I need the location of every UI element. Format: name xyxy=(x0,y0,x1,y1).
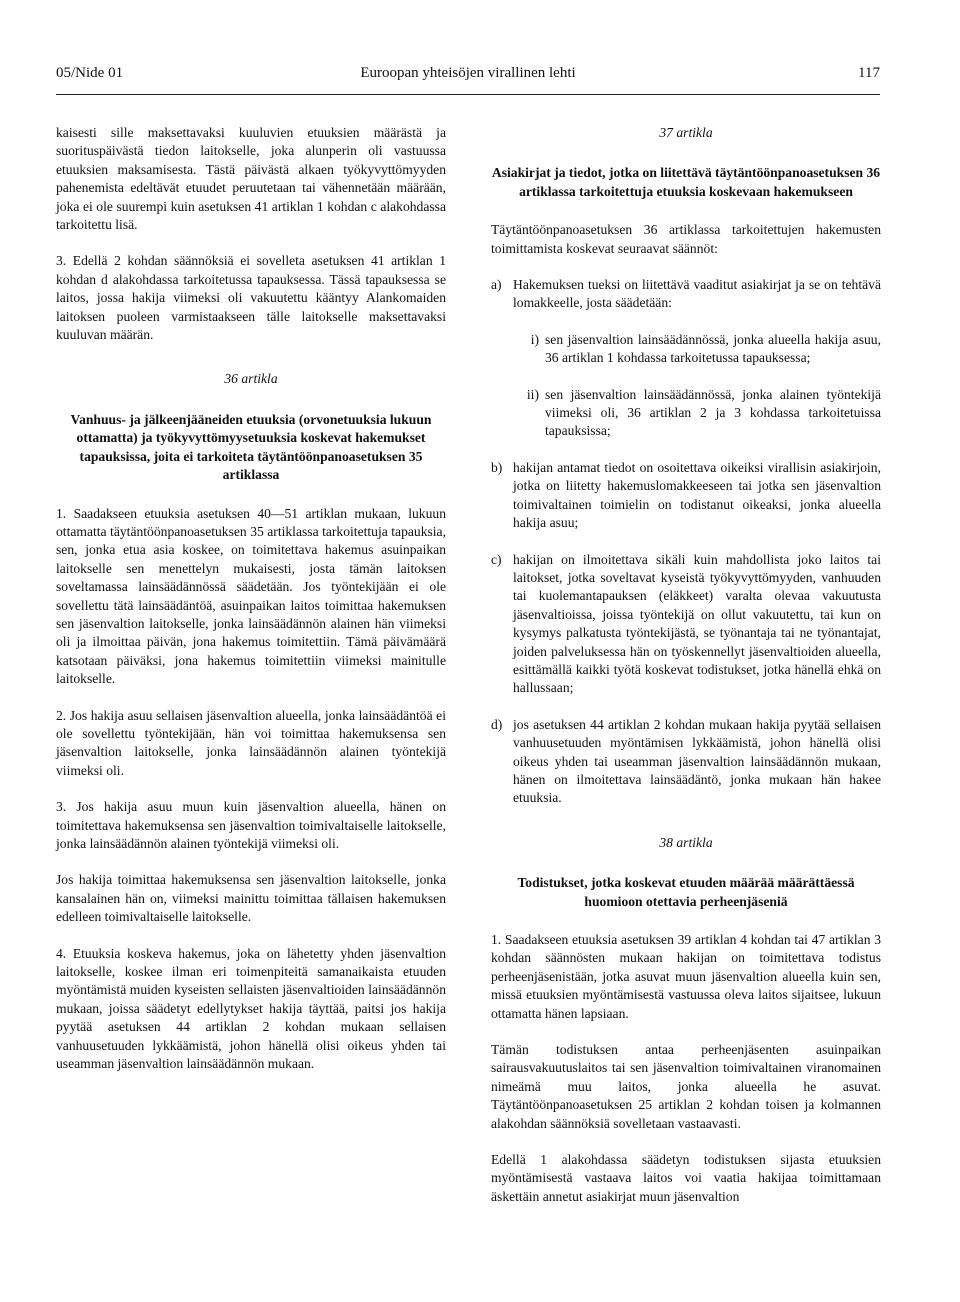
list-marker: ii) xyxy=(526,386,539,402)
article-number: 36 artikla xyxy=(224,371,278,387)
list-item xyxy=(491,276,881,313)
journal-title: Euroopan yhteisöjen virallinen lehti xyxy=(360,65,576,81)
header-rule xyxy=(56,94,880,95)
paragraph: 1. Saadakseen etuuksia asetuksen 39 artiklan 4 kohdan tai 47 artiklan 3 kohdan säännösten mukaan hakijan on toimitettava todistus perheenjäsenistään, jotka asuvat muun jäsenvaltion alueella kuin sen, missä etuuksien myöntämisestä vastuussa oleva laitos sijaitsee, lukuun ottamatta hänen lapsiaan. xyxy=(491,932,881,1021)
sub-list-item xyxy=(513,331,881,368)
paragraph: 3. Jos hakija asuu muun kuin jäsenvaltion alueella, hänen on toimitettava hakemuksensa sen jäsenvaltion toimivaltaiselle laitokselle, jonka lainsäädännön alainen työntekijä viimeksi oli. xyxy=(56,799,446,851)
paragraph: 3. Edellä 2 kohdan säännöksiä ei sovelleta asetuksen 41 artiklan 1 kohdan d alakohdassa tarkoitetussa tapauksessa. Tässä tapauksessa se laitos, jossa hakija viimeksi oli vakuutettu kääntyy Alankomaiden laitoksen puoleen varmistaakseen tälle laitokselle maksettavaksi kuuluvan määrän. xyxy=(56,253,446,343)
article-heading: Vanhuus- ja jälkeenjääneiden etuuksia (orvonetuuksia lukuun ottamatta) ja työkyvyttömyysetuuksia koskevat hakemukset tapauksissa, joita ei tarkoiteta täytäntöönpanoasetuksen 35 artiklassa xyxy=(70,411,432,483)
list-item xyxy=(491,716,881,808)
paragraph: Täytäntöönpanoasetuksen 36 artiklassa tarkoitettujen hakemusten toimittamista koskevat seuraavat säännöt: xyxy=(491,222,881,256)
paragraph: 4. Etuuksia koskeva hakemus, joka on lähetetty yhden jäsenvaltion laitokselle, koskee ilman eri toimenpiteitä samanaikaista etuuden myöntämistä muiden kyseisten sellaisten jäsenvaltioiden lainsäädännön mukaan, joissa säädetyt edellytykset hakija täyttää, paitsi jos hakija pyytää asetuksen 44 artiklan 2 kohdan mukaan sellaisen vanhuusetuuden lykkäämistä, johon hänellä olisi oikeus yhden tai useamman jäsenvaltion lainsäädännön mukaan. xyxy=(56,945,446,1072)
list-marker: b) xyxy=(491,459,503,475)
list-marker: c) xyxy=(491,551,502,567)
list-item xyxy=(491,551,881,698)
paragraph: Tämän todistuksen antaa perheenjäsenten asuinpaikan sairausvakuutuslaitos tai sen jäsenvaltion toimivaltainen viranomainen nimeämä muu laitos, jonka alueella he asuvat. Täytäntöönpanoasetuksen 25 artiklan 2 kohdan toisen ja kolmannen alakohdan säännöksiä sovelletaan vastaavasti. xyxy=(491,1042,881,1131)
paragraph: Edellä 1 alakohdassa säädetyn todistuksen sijasta etuuksien myöntämisestä vastaava laitos voi vaatia hakijaa toimittamaan äskettäin annetut asiakirjat muun jäsenvaltion xyxy=(491,1152,881,1204)
list-item-text: hakijan antamat tiedot on osoitettava oikeiksi virallisin asiakirjoin, jotka on liitetty hakemuslomakkeeseen tai jotka sen jäsenvaltion toimivaltainen toimielin on todistanut oikeaksi, jonka alueella hakija asuu; xyxy=(513,459,881,531)
list-item-text: sen jäsenvaltion lainsäädännössä, jonka alueella hakija asuu, 36 artiklan 1 kohdassa tarkoitetussa tapauksessa; xyxy=(545,331,881,366)
paragraph: kaisesti sille maksettavaksi kuuluvien etuuksien määrästä ja suorituspäivästä tiedon laitokselle, joka alunperin oli vastuussa etuuksien maksamisesta. Tästä päivästä alkaen työkyvyttömyyden pahenemista edeltävät etuudet peruutetaan tai vähennetään määrään, joka ei ole suurempi kuin asetuksen 41 artiklan 1 kohdan c alakohdassa tarkoitettu lisä. xyxy=(56,125,446,233)
list-item-text: hakijan on ilmoitettava sikäli kuin mahdollista joko laitos tai laitokset, jotka soveltavat kyseistä työkyvyttömyyden, vanhuuden tai kuolemantapauksen (eläkkeet) varalta olevaa vakuutusta jäsenvaltioissa, joissa työntekijä on ollut vakuutettu, tai kun on kysymys palkatusta työntekijästä, se työnantaja tai ne työnantajat, joiden palveluksessa hän on työskennellyt jäsenvaltioiden alueella, esittämällä kaikki työtä koskevat todistukset, jotka hänellä ehkä on hallussaan; xyxy=(513,551,881,696)
list-marker: a) xyxy=(491,277,502,293)
volume-number: 05/Nide 01 xyxy=(56,65,124,81)
right-column xyxy=(491,124,881,1224)
list-item xyxy=(491,459,881,533)
paragraph: Jos hakija toimittaa hakemuksensa sen jäsenvaltion laitokselle, jonka kansalainen hän on, viimeksi mainittu toimittaa tällaisen hakemuksen edelleen toimivaltaiselle laitokselle. xyxy=(56,872,446,925)
paragraph: 1. Saadakseen etuuksia asetuksen 40—51 artiklan mukaan, lukuun ottamatta täytäntöönpanoasetuksen 35 artiklassa tarkoitettuja tapauksia, sen, jonka etua asia koskee, on toimitettava hakemus asuinpaikan laitokselle sen menettelyn mukaisesti, josta tämän laitoksen soveltamassa lainsäädännössä säädetään. Jos työntekijään ei ole sovellettu tätä lainsäädäntöä, asuinpaikan laitos toimittaa hakemuksen sen jäsenvaltion laitokselle, jonka lainsäädännön alainen hän viimeksi oli ja ilmoittaa päivän, jona hakemus toimitettiin. Tämä päivämäärä katsotaan päiväksi, jona hakemus toimitettiin viimeksi mainitulle laitokselle. xyxy=(56,505,446,687)
list-item-text: jos asetuksen 44 artiklan 2 kohdan mukaan hakija pyytää sellaisen vanhuusetuuden myöntämisen lykkäämistä, johon hänellä olisi oikeus yhden tai useamman jäsenvaltion lainsäädännön mukaan, hänen on ilmoitettava lainsäädäntö, jonka mukaan hän hakee etuuksia. xyxy=(513,716,881,806)
left-column xyxy=(56,124,446,1091)
article-heading: Todistukset, jotka koskevat etuuden määrää määrättäessä huomioon otettavia perheenjäseniä xyxy=(517,875,855,909)
list-item-text: Hakemuksen tueksi on liitettävä vaaditut asiakirjat ja se on tehtävä lomakkeelle, josta säädetään: xyxy=(513,277,881,311)
page-header xyxy=(56,62,880,84)
sub-list-item xyxy=(513,386,881,441)
article-heading: Asiakirjat ja tiedot, jotka on liitettävä täytäntöönpanoasetuksen 36 artiklassa tarkoitettuja etuuksia koskevaan hakemukseen xyxy=(491,165,881,199)
list-marker: i) xyxy=(530,331,539,347)
list-item-text: sen jäsenvaltion lainsäädännössä, jonka alainen työntekijä viimeksi oli, 36 artiklan 2 ja 3 kohdassa tarkoitetuissa tapauksissa; xyxy=(545,386,881,439)
list-marker: d) xyxy=(491,716,503,732)
page-number: 117 xyxy=(858,65,880,81)
article-number: 38 artikla xyxy=(659,834,713,850)
article-number: 37 artikla xyxy=(659,125,713,140)
paragraph: 2. Jos hakija asuu sellaisen jäsenvaltion alueella, jonka lainsäädäntöä ei ole sovellettu työntekijään, hän voi toimittaa hakemuksensa sen jäsenvaltion laitokselle, jonka lainsäädännön alainen työntekijä viimeksi oli. xyxy=(56,707,446,778)
